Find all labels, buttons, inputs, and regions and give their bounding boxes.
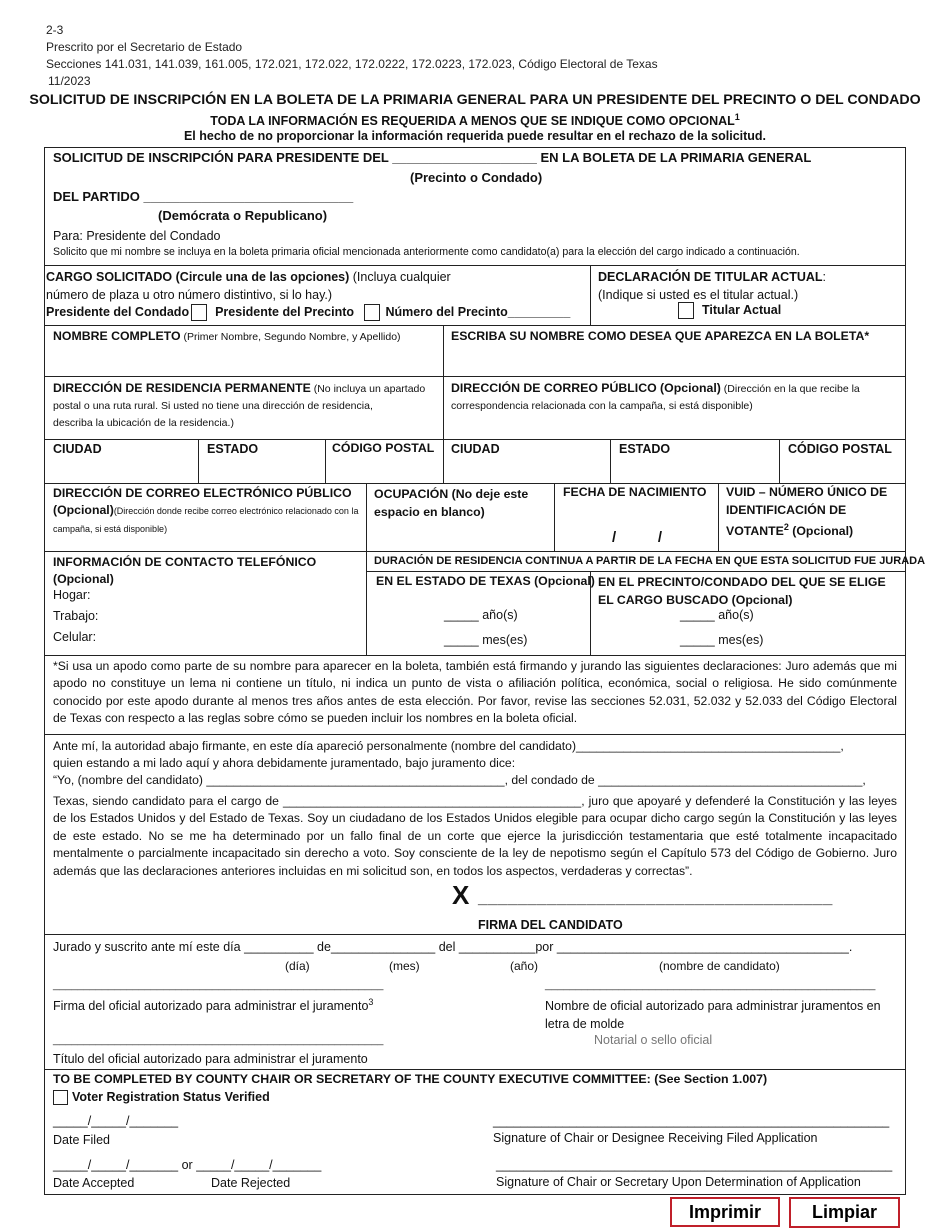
candidate-signature-line[interactable]: ____________________________________	[478, 888, 833, 907]
mail-zip-field[interactable]: CÓDIGO POSTAL	[788, 442, 892, 456]
precinct-number-field[interactable]: Número del Precinto_________	[385, 304, 571, 319]
print-button[interactable]: Imprimir	[670, 1197, 780, 1227]
required-notice: TODA LA INFORMACIÓN ES REQUERIDA A MENOS QUE SE INDIQUE COMO OPCIONAL$^1$	[210, 112, 740, 129]
zip-field[interactable]: CÓDIGO POSTAL	[332, 441, 435, 455]
texas-months[interactable]: _____ mes(es)	[444, 633, 528, 647]
precinct-hint: (Precinto o Condado)	[410, 170, 543, 185]
phone-cell[interactable]: Celular:	[53, 630, 97, 644]
oath-line-2: quien estando a mi lado aquí y ahora debidamente juramentado, bajo juramento dice:	[53, 756, 516, 770]
mail-state-field[interactable]: ESTADO	[619, 442, 671, 456]
dob-label: FECHA DE NACIMIENTO	[563, 485, 707, 499]
mailing-address-field[interactable]: DIRECCIÓN DE CORREO PÚBLICO (Opcional) (Dirección en la que recibe la correspondencia relacionada con la campaña, si está disponible)	[451, 381, 860, 412]
full-name-field[interactable]: NOMBRE COMPLETO (Primer Nombre, Segundo Nombre, y Apellido)	[53, 329, 401, 343]
official-signature-label: Firma del oficial autorizado para administrar el juramento$^3$	[53, 997, 374, 1014]
dob-field[interactable]: / /	[612, 529, 663, 546]
incumbent-checkbox[interactable]	[678, 302, 694, 319]
oath-line-3[interactable]: “Yo, (nombre del candidato) ____________________________________________, del condado de _______________________________________,	[53, 773, 866, 787]
request-statement: Solicito que mi nombre se incluya en la boleta primaria oficial mencionada anteriormente como candidato(a) para la elección del cargo indicado a continuación.	[53, 246, 800, 258]
city-field[interactable]: CIUDAD	[53, 442, 102, 456]
option-precinct-chair[interactable]: Presidente del Precinto	[215, 304, 355, 319]
incumbent-declaration: DECLARACIÓN DE TITULAR ACTUAL: (Indique si usted es el titular actual.)	[598, 270, 827, 302]
year-hint: (año)	[510, 959, 539, 973]
date-filed-label: Date Filed	[53, 1133, 110, 1147]
precinct-years[interactable]: _____ año(s)	[680, 608, 754, 622]
day-hint: (día)	[285, 959, 310, 973]
statute-sections: Secciones 141.031, 141.039, 161.005, 172.021, 172.022, 172.0222, 172.0223, 172.023, Código Electoral de Texas	[46, 57, 658, 71]
party-blank[interactable]: _____________________________	[143, 189, 354, 204]
nickname-note: *Si usa un apodo como parte de su nombre para aparecer en la boleta, también está firmando y jurando las siguientes declaraciones: Juro además que mi apodo no constituye un lema ni contiene un título, ni indica un punto de vista o afiliación política, económica, social o religiosa. He sido comúnmente conocido por este apodo durante al menos tres años antes de esta elección. Por favor, revise las secciones 52.031, 52.032 y 52.033 del Código Electoral de Texas con respecto a las reglas sobre cómo se pueden incluir los nombres en la boleta oficial.	[53, 659, 897, 726]
residence-duration-header: DURACIÓN DE RESIDENCIA CONTINUA A PARTIR DE LA FECHA EN QUE ESTA SOLICITUD FUE JURADA	[374, 555, 926, 567]
party-line: DEL PARTIDO _____________________________	[53, 189, 354, 204]
texas-residence-label: EN EL ESTADO DE TEXAS (Opcional)	[376, 574, 595, 588]
phone-contact: INFORMACIÓN DE CONTACTO TELEFÓNICO (Opcional)	[53, 555, 317, 586]
month-hint: (mes)	[389, 959, 420, 973]
voter-verified-checkbox[interactable]	[53, 1090, 68, 1105]
para-label: Para: Presidente del Condado	[53, 229, 221, 243]
texas-years[interactable]: _____ año(s)	[444, 608, 518, 622]
incumbent-option: Titular Actual	[678, 302, 781, 319]
email-field[interactable]: DIRECCIÓN DE CORREO ELECTRÓNICO PÚBLICO (Opcional)(Dirección donde recibe correo electrónico relacionado con la campaña, si está disponible)	[53, 486, 359, 534]
checkbox-county-chair[interactable]	[191, 304, 207, 321]
form-number: 2-3	[46, 23, 64, 37]
phone-home[interactable]: Hogar:	[53, 588, 91, 602]
oath-body: Texas, siendo candidato para el cargo de ____________________________________________, juro que apoyaré y defenderé la Constitución y las leyes de los Estados Unidos y del Estado de Texas. Soy un ciudadano de los Estados Unidos elegible para ocupar dicho cargo según la Constitución y las leyes de este estado. No se me ha determinado por un fallo final de un corte que ejerce la jurisdicción testamentaria que esté totalmente incapacitado mentalmente o parcialmente incapacitado sin derecho a voto. Soy consciente de la ley de nepotismo según el Capítulo 573 del Código de Gobierno. Juro además que las declaraciones anteriores incluidas en mi solicitud son, en todos los aspectos, verdaderas y correctas”.	[53, 794, 897, 878]
ballot-name-field[interactable]: ESCRIBA SU NOMBRE COMO DESEA QUE APAREZCA EN LA BOLETA*	[451, 329, 870, 343]
chair-signature-label: Signature of Chair or Designee Receiving Filed Application	[493, 1131, 818, 1145]
occupation-field[interactable]: OCUPACIÓN (No deje este espacio en blanco)	[374, 487, 529, 519]
date-accepted-label: Date Accepted	[53, 1176, 135, 1190]
secretary-signature-blank[interactable]: _________________________________________________________	[496, 1158, 893, 1172]
x-mark: X	[452, 880, 470, 910]
state-field[interactable]: ESTADO	[207, 442, 259, 456]
secretary-signature-label: Signature of Chair or Secretary Upon Determination of Application	[496, 1175, 861, 1189]
precinct-months[interactable]: _____ mes(es)	[680, 633, 764, 647]
mail-city-field[interactable]: CIUDAD	[451, 442, 500, 456]
party-hint: (Demócrata o Republicano)	[158, 208, 328, 223]
vuid-field[interactable]: VUID – NÚMERO ÚNICO DE IDENTIFICACIÓN DE VOTANTE$^2$ (Opcional)	[726, 485, 888, 539]
candidate-name-hint: (nombre de candidato)	[659, 959, 780, 973]
form-title: SOLICITUD DE INSCRIPCIÓN EN LA BOLETA DE LA PRIMARIA GENERAL PARA UN PRESIDENTE DEL PRECINTO O DEL CONDADO	[29, 92, 921, 108]
phone-work[interactable]: Trabajo:	[53, 609, 99, 623]
chair-signature-blank[interactable]: _________________________________________________________	[493, 1114, 890, 1128]
county-section-title: TO BE COMPLETED BY COUNTY CHAIR OR SECRETARY OF THE COUNTY EXECUTIVE COMMITTEE: (See Section 1.007)	[53, 1072, 768, 1086]
date-decision-field[interactable]: _____/_____/_______ or _____/_____/_______	[53, 1158, 322, 1172]
voter-verified: Voter Registration Status Verified	[53, 1090, 270, 1105]
application-line: SOLICITUD DE INSCRIPCIÓN PARA PRESIDENTE DEL ____________________ EN LA BOLETA DE LA PRIMARIA GENERAL	[53, 150, 812, 165]
clear-button[interactable]: Limpiar	[789, 1197, 900, 1228]
precinct-residence-label: EN EL PRECINTO/CONDADO DEL QUE SE ELIGE EL CARGO BUSCADO (Opcional)	[598, 575, 886, 607]
oath-line-1[interactable]: Ante mí, la autoridad abajo firmante, en este día apareció personalmente (nombre del candidato)_______________________________________,	[53, 739, 844, 753]
sworn-line[interactable]: Jurado y suscrito ante mí este día __________ de_______________ del ___________por __________________________________________.	[53, 940, 853, 954]
office-options	[46, 304, 570, 321]
notary-seal: Notarial o sello oficial	[594, 1033, 713, 1047]
candidate-signature-label: FIRMA DEL CANDIDATO	[478, 918, 623, 932]
office-sought: CARGO SOLICITADO (Circule una de las opciones) (Incluya cualquier número de plaza u otro número distintivo, si lo hay.)	[46, 270, 451, 302]
option-county-chair[interactable]: Presidente del Condado	[46, 304, 190, 319]
official-title-label: Título del oficial autorizado para administrar el juramento	[53, 1052, 368, 1066]
prescribed-by: Prescrito por el Secretario de Estado	[46, 40, 243, 54]
residence-address-field[interactable]: DIRECCIÓN DE RESIDENCIA PERMANENTE (No incluya un apartado postal o una ruta rural. Si usted no tiene una dirección de residencia, describa la ubicación de la residencia.)	[53, 381, 426, 429]
date-filed-field[interactable]: _____/_____/_______	[53, 1114, 179, 1128]
office-blank[interactable]: ____________________	[392, 150, 537, 165]
official-name-label: Nombre de oficial autorizado para administrar juramentos en letra de molde	[545, 999, 881, 1031]
rejection-warning: El hecho de no proporcionar la información requerida puede resultar en el rechazo de la solicitud.	[183, 129, 767, 143]
official-name-blank[interactable]: ______________________________________________________	[545, 979, 876, 991]
checkbox-precinct-chair[interactable]	[364, 304, 380, 321]
form-date: 11/2023	[48, 74, 91, 88]
official-title-blank[interactable]: ______________________________________________________	[53, 1034, 384, 1046]
official-signature-blank[interactable]: ______________________________________________________	[53, 979, 384, 991]
date-rejected-label: Date Rejected	[211, 1176, 291, 1190]
